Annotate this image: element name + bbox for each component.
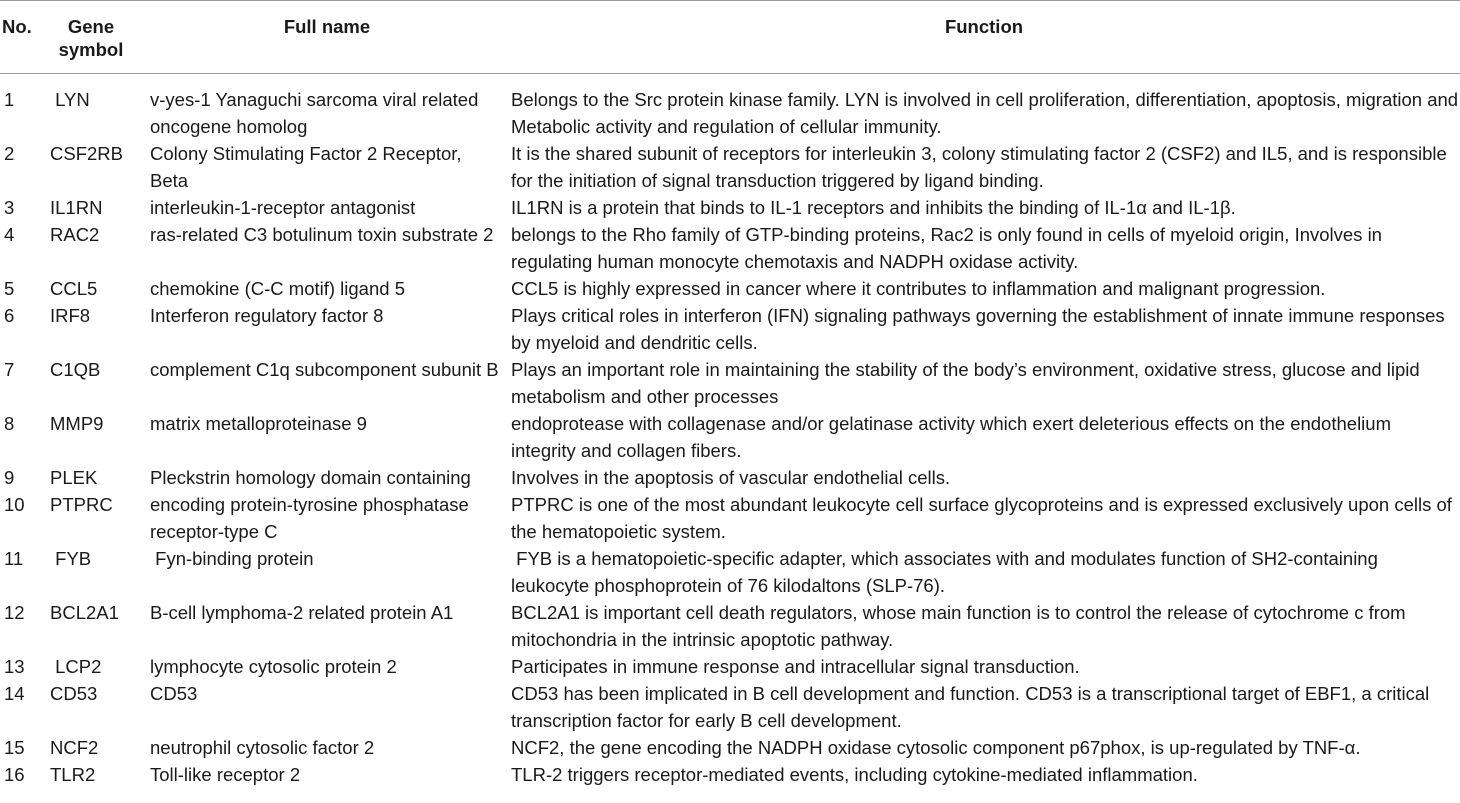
cell-full-name: B-cell lymphoma-2 related protein A1: [150, 602, 454, 623]
cell-gene-symbol: NCF2: [50, 737, 99, 758]
cell-gene-symbol: C1QB: [50, 359, 101, 380]
cell-no: 8: [4, 413, 15, 434]
cell-function: IL1RN is a protein that binds to IL-1 receptors and inhibits the binding of IL-1α and IL-1β.: [511, 197, 1236, 218]
cell-full-name: neutrophil cytosolic factor 2: [150, 737, 375, 758]
cell-full-name: Fyn-binding protein: [150, 548, 314, 569]
table-row: [0, 302, 1460, 356]
table-row: [0, 221, 1460, 275]
cell-function: Plays critical roles in interferon (IFN) signaling pathways governing the establishment of innate immune responses by myeloid and dendritic cells.: [511, 305, 1450, 353]
cell-function: BCL2A1 is important cell death regulators, whose main function is to control the release of cytochrome c from mitochondria in the intrinsic apoptotic pathway.: [511, 602, 1411, 650]
cell-function: PTPRC is one of the most abundant leukocyte cell surface glycoproteins and is expressed exclusively upon cells of the hematopoietic system.: [511, 494, 1458, 542]
header-gene-symbol: Gene symbol: [58, 16, 124, 60]
cell-no: 3: [4, 197, 15, 218]
cell-gene-symbol: IL1RN: [50, 197, 103, 218]
cell-no: 14: [4, 683, 25, 704]
cell-full-name: Interferon regulatory factor 8: [150, 305, 384, 326]
cell-gene-symbol: CCL5: [50, 278, 98, 299]
cell-full-name: CD53: [150, 683, 198, 704]
cell-gene-symbol: CSF2RB: [50, 143, 123, 164]
cell-gene-symbol: PTPRC: [50, 494, 113, 515]
cell-no: 2: [4, 143, 15, 164]
cell-full-name: ras-related C3 botulinum toxin substrate 2: [150, 224, 494, 245]
cell-full-name: v-yes-1 Yanaguchi sarcoma viral related oncogene homolog: [150, 89, 484, 137]
cell-function: endoprotease with collagenase and/or gelatinase activity which exert deleterious effects on the endothelium integrity and collagen fibers.: [511, 413, 1397, 461]
cell-function: NCF2, the gene encoding the NADPH oxidase cytosolic component p67phox, is up-regulated by TNF-α.: [511, 737, 1361, 758]
cell-no: 5: [4, 278, 15, 299]
cell-full-name: complement C1q subcomponent subunit B: [150, 359, 499, 380]
cell-gene-symbol: CD53: [50, 683, 98, 704]
cell-no: 11: [4, 548, 24, 569]
cell-full-name: chemokine (C-C motif) ligand 5: [150, 278, 405, 299]
cell-full-name: encoding protein-tyrosine phosphatase receptor-type C: [150, 494, 474, 542]
header-no: No.: [2, 16, 32, 37]
table-row: [0, 410, 1460, 464]
table-row: [0, 464, 1460, 491]
cell-gene-symbol: LYN: [50, 89, 90, 110]
cell-full-name: Pleckstrin homology domain containing: [150, 467, 471, 488]
cell-full-name: lymphocyte cytosolic protein 2: [150, 656, 397, 677]
cell-full-name: Toll-like receptor 2: [150, 764, 301, 785]
table-row: [0, 74, 1460, 141]
cell-gene-symbol: LCP2: [50, 656, 102, 677]
header-function: Function: [944, 16, 1024, 37]
cell-gene-symbol: RAC2: [50, 224, 100, 245]
cell-no: 1: [4, 89, 15, 110]
cell-full-name: matrix metalloproteinase 9: [150, 413, 367, 434]
cell-gene-symbol: BCL2A1: [50, 602, 119, 623]
cell-function: CCL5 is highly expressed in cancer where it contributes to inflammation and malignant progression.: [511, 278, 1326, 299]
cell-no: 12: [4, 602, 25, 623]
table-row: [0, 653, 1460, 680]
table-row: [0, 761, 1460, 788]
table-body: [0, 74, 1460, 789]
cell-gene-symbol: MMP9: [50, 413, 104, 434]
cell-no: 4: [4, 224, 15, 245]
table-row: [0, 194, 1460, 221]
cell-full-name: interleukin-1-receptor antagonist: [150, 197, 416, 218]
table-row: [0, 491, 1460, 545]
cell-function: FYB is a hematopoietic-specific adapter, which associates with and modulates function of SH2-containing leukocyte phosphoprotein of 76 kilodaltons (SLP-76).: [511, 548, 1384, 596]
cell-gene-symbol: TLR2: [50, 764, 96, 785]
cell-no: 10: [4, 494, 25, 515]
cell-no: 13: [4, 656, 25, 677]
cell-full-name: Colony Stimulating Factor 2 Receptor, Beta: [150, 143, 467, 191]
cell-function: Involves in the apoptosis of vascular endothelial cells.: [511, 467, 951, 488]
cell-no: 7: [4, 359, 15, 380]
cell-function: It is the shared subunit of receptors for interleukin 3, colony stimulating factor 2 (CSF2) and IL5, and is responsible for the initiation of signal transduction triggered by ligand binding.: [511, 143, 1452, 191]
cell-function: Plays an important role in maintaining the stability of the body’s environment, oxidative stress, glucose and lipid metabolism and other processes: [511, 359, 1425, 407]
cell-no: 16: [4, 764, 25, 785]
table-row: [0, 140, 1460, 194]
table-row: [0, 734, 1460, 761]
table-row: [0, 680, 1460, 734]
cell-no: 9: [4, 467, 15, 488]
cell-gene-symbol: FYB: [50, 548, 92, 569]
cell-function: belongs to the Rho family of GTP-binding proteins, Rac2 is only found in cells of myeloid origin, Involves in regulating human monocyte chemotaxis and NADPH oxidase activity.: [511, 224, 1388, 272]
cell-gene-symbol: IRF8: [50, 305, 91, 326]
table-row: [0, 356, 1460, 410]
header-full-name: Full name: [283, 16, 371, 37]
table-row: [0, 599, 1460, 653]
table-row: [0, 545, 1460, 599]
cell-function: TLR-2 triggers receptor-mediated events, including cytokine-mediated inflammation.: [511, 764, 1198, 785]
cell-gene-symbol: PLEK: [50, 467, 98, 488]
cell-function: CD53 has been implicated in B cell development and function. CD53 is a transcriptional target of EBF1, a critical transcription factor for early B cell development.: [511, 683, 1435, 731]
cell-function: Belongs to the Src protein kinase family. LYN is involved in cell proliferation, differentiation, apoptosis, migration and Metabolic activity and regulation of cellular immunity.: [511, 89, 1459, 137]
table-header: [0, 1, 1460, 74]
table-row: [0, 275, 1460, 302]
cell-function: Participates in immune response and intracellular signal transduction.: [511, 656, 1080, 677]
cell-no: 15: [4, 737, 25, 758]
cell-no: 6: [4, 305, 15, 326]
header-row: [0, 1, 1460, 74]
